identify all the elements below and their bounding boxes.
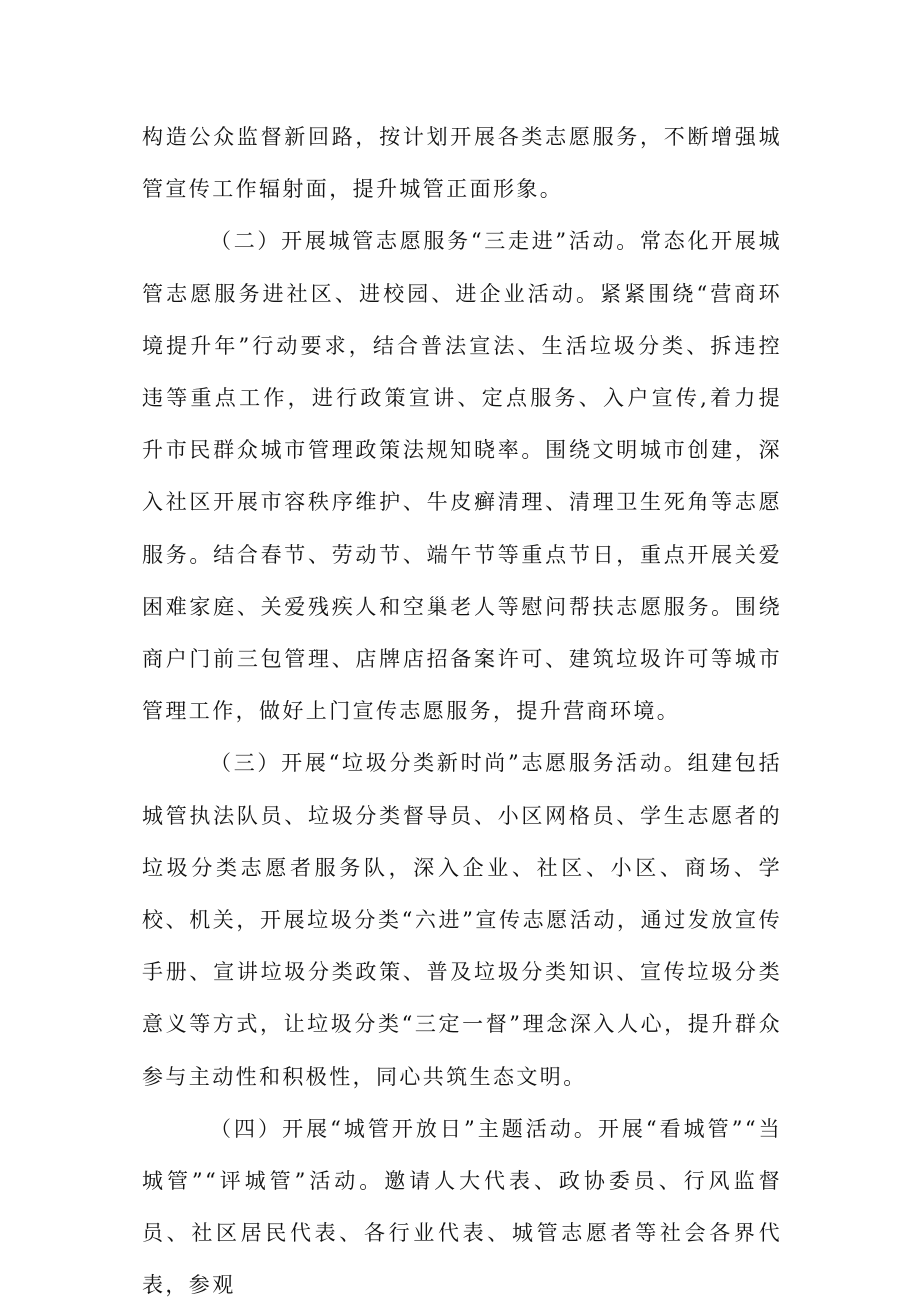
paragraph-section-4: （四）开展“城管开放日”主题活动。开展“看城管”“当城管”“评城管”活动。邀请人大代表、政协委员、行风监督员、社区居民代表、各行业代表、城管志愿者等社会各界代表，参观 xyxy=(142,1116,782,1298)
paragraph-section-3: （三）开展“垃圾分类新时尚”志愿服务活动。组建包括城管执法队员、垃圾分类督导员、小区网格员、学生志愿者的垃圾分类志愿者服务队，深入企业、社区、小区、商场、学校、机关，开展垃圾分类“六进”宣传志愿活动，通过发放宣传手册、宣讲垃圾分类政策、普及垃圾分类知识、宣传垃圾分类意义等方式，让垃圾分类“三定一督”理念深入人心，提升群众参与主动性和积极性，同心共筑生态文明。 xyxy=(142,751,782,1089)
paragraph-continuation: 构造公众监督新回路，按计划开展各类志愿服务，不断增强城管宣传工作辐射面，提升城管正面形象。 xyxy=(142,125,782,202)
document-body xyxy=(142,111,782,1312)
paragraph-section-2: （二）开展城管志愿服务“三走进”活动。常态化开展城管志愿服务进社区、进校园、进企业活动。紧紧围绕“营商环境提升年”行动要求，结合普法宣法、生活垃圾分类、拆违控违等重点工作，进行政策宣讲、定点服务、入户宣传,着力提升市民群众城市管理政策法规知晓率。围绕文明城市创建，深入社区开展市容秩序维护、牛皮癣清理、清理卫生死角等志愿服务。结合春节、劳动节、端午节等重点节日，重点开展关爱困难家庭、关爱残疾人和空巢老人等慰问帮扶志愿服务。围绕商户门前三包管理、店牌店招备案许可、建筑垃圾许可等城市管理工作，做好上门宣传志愿服务，提升营商环境。 xyxy=(142,229,782,724)
